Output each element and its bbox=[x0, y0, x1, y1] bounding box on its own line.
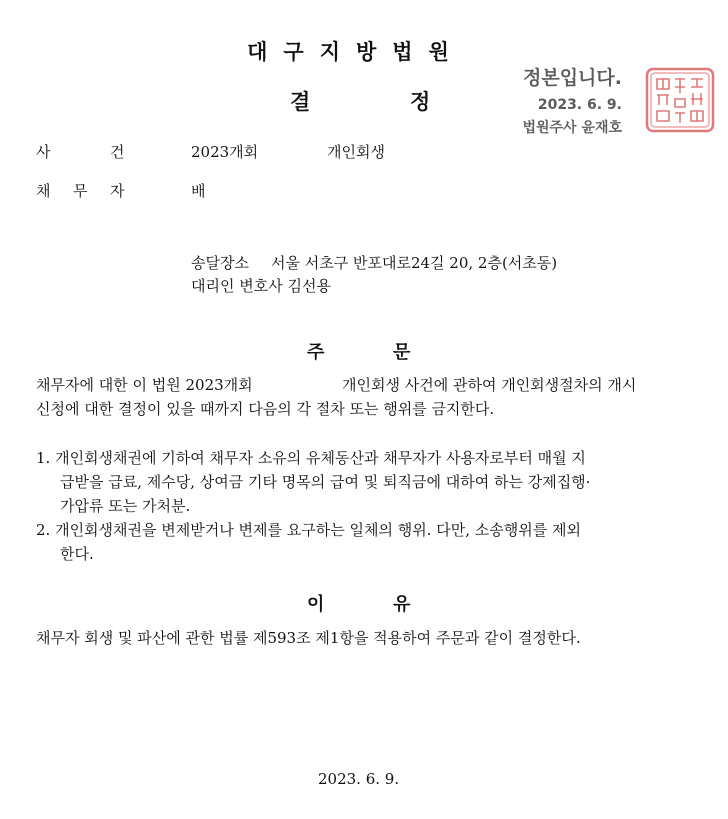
decision-date: 2023. 6. 9. bbox=[318, 770, 400, 788]
reason-heading-char-1: 이 bbox=[307, 594, 325, 615]
order-item-2-line-1: 2. 개인회생채권을 변제받거나 변제를 요구하는 일체의 행위. 다만, 소송행위를 제외 bbox=[36, 521, 581, 539]
court-name: 대구지방법원 bbox=[247, 40, 465, 64]
debtor-label-3: 자 bbox=[110, 182, 125, 200]
case-label-1: 사 bbox=[36, 143, 51, 161]
order-intro-line-2: 신청에 대한 결정이 있을 때까지 다음의 각 절차 또는 행위를 금지한다. bbox=[36, 400, 495, 418]
service-place-label: 송달장소 bbox=[191, 254, 249, 272]
case-label-2: 건 bbox=[110, 143, 125, 161]
order-item-1-line-1: 1. 개인회생채권에 기하여 채무자 소유의 유체동산과 채무자가 사용자로부터 매월 지 bbox=[36, 449, 586, 467]
court-seal-icon bbox=[645, 67, 715, 133]
debtor-name: 배 bbox=[191, 182, 206, 200]
certification-date: 2023. 6. 9. bbox=[537, 97, 622, 113]
certified-copy-text: 정본입니다. bbox=[523, 67, 622, 89]
order-item-1-line-2: 급받을 급료, 제수당, 상여금 기타 명목의 급여 및 퇴직금에 대하여 하는 강제집행· bbox=[60, 473, 591, 491]
case-name: 개인회생 bbox=[327, 143, 385, 161]
certifying-officer: 법원주사 윤재호 bbox=[522, 120, 622, 136]
order-heading-char-2: 문 bbox=[393, 342, 411, 363]
service-address: 서울 서초구 반포대로24길 20, 2층(서초동) bbox=[271, 254, 558, 272]
doc-type-char-1: 결 bbox=[290, 90, 311, 114]
reason-text: 채무자 회생 및 파산에 관한 법률 제593조 제1항을 적용하여 주문과 같이 결정한다. bbox=[36, 629, 581, 647]
order-intro-line-1a: 채무자에 대한 이 법원 2023개회 bbox=[36, 376, 253, 394]
debtor-label-1: 채 bbox=[36, 182, 51, 200]
order-item-1-line-3: 가압류 또는 가처분. bbox=[60, 497, 191, 515]
order-intro-line-1b: 개인회생 사건에 관하여 개인회생절차의 개시 bbox=[342, 376, 637, 394]
reason-heading-char-2: 유 bbox=[393, 594, 411, 615]
doc-type-char-2: 정 bbox=[410, 90, 431, 114]
legal-agent: 대리인 변호사 김선용 bbox=[191, 277, 331, 295]
order-item-2-line-2: 한다. bbox=[60, 545, 94, 563]
case-number: 2023개회 bbox=[191, 143, 259, 161]
debtor-label-2: 무 bbox=[73, 182, 88, 200]
order-heading-char-1: 주 bbox=[307, 342, 325, 363]
